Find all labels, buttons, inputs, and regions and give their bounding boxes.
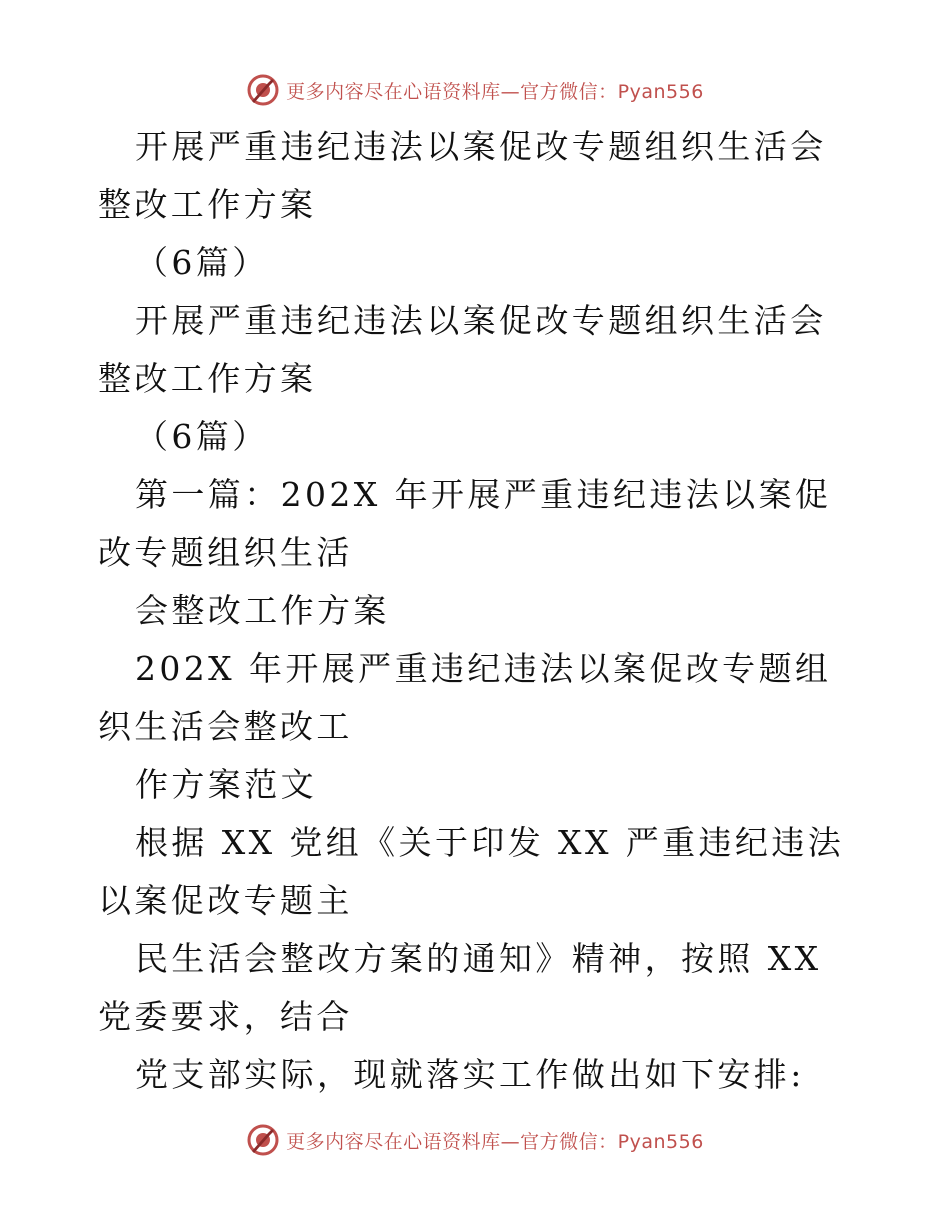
section-subtitle: 202X 年开展严重违纪违法以案促改专题组织生活会整改工	[98, 649, 832, 746]
quill-logo-icon	[246, 1123, 280, 1157]
doc-title: 开展严重违纪违法以案促改专题组织生活会整改工作方案	[98, 127, 827, 224]
body-paragraph: 民生活会整改方案的通知》精神，按照 XX 党委要求，结合	[98, 939, 822, 1036]
document-body	[98, 118, 858, 1104]
doc-title-repeat: 开展严重违纪违法以案促改专题组织生活会整改工作方案	[98, 301, 827, 398]
footer-watermark-banner	[0, 1120, 950, 1160]
quill-logo-icon	[246, 73, 280, 107]
body-paragraph: 党支部实际，现就落实工作做出如下安排:	[135, 1055, 805, 1094]
footer-watermark-text: 更多内容尽在心语资料库—官方微信：Pyan556	[286, 1130, 704, 1153]
section-heading-first-cont: 会整改工作方案	[135, 591, 390, 630]
doc-subtitle-count-repeat: （6篇）	[135, 417, 269, 456]
section-subtitle-cont: 作方案范文	[135, 765, 317, 804]
body-paragraph: 根据 XX 党组《关于印发 XX 严重违纪违法以案促改专题主	[98, 823, 845, 920]
section-heading-first: 第一篇：202X 年开展严重违纪违法以案促改专题组织生活	[98, 475, 832, 572]
doc-subtitle-count: （6篇）	[135, 243, 269, 282]
header-watermark-banner	[0, 70, 950, 110]
header-watermark-text: 更多内容尽在心语资料库—官方微信：Pyan556	[286, 80, 704, 103]
